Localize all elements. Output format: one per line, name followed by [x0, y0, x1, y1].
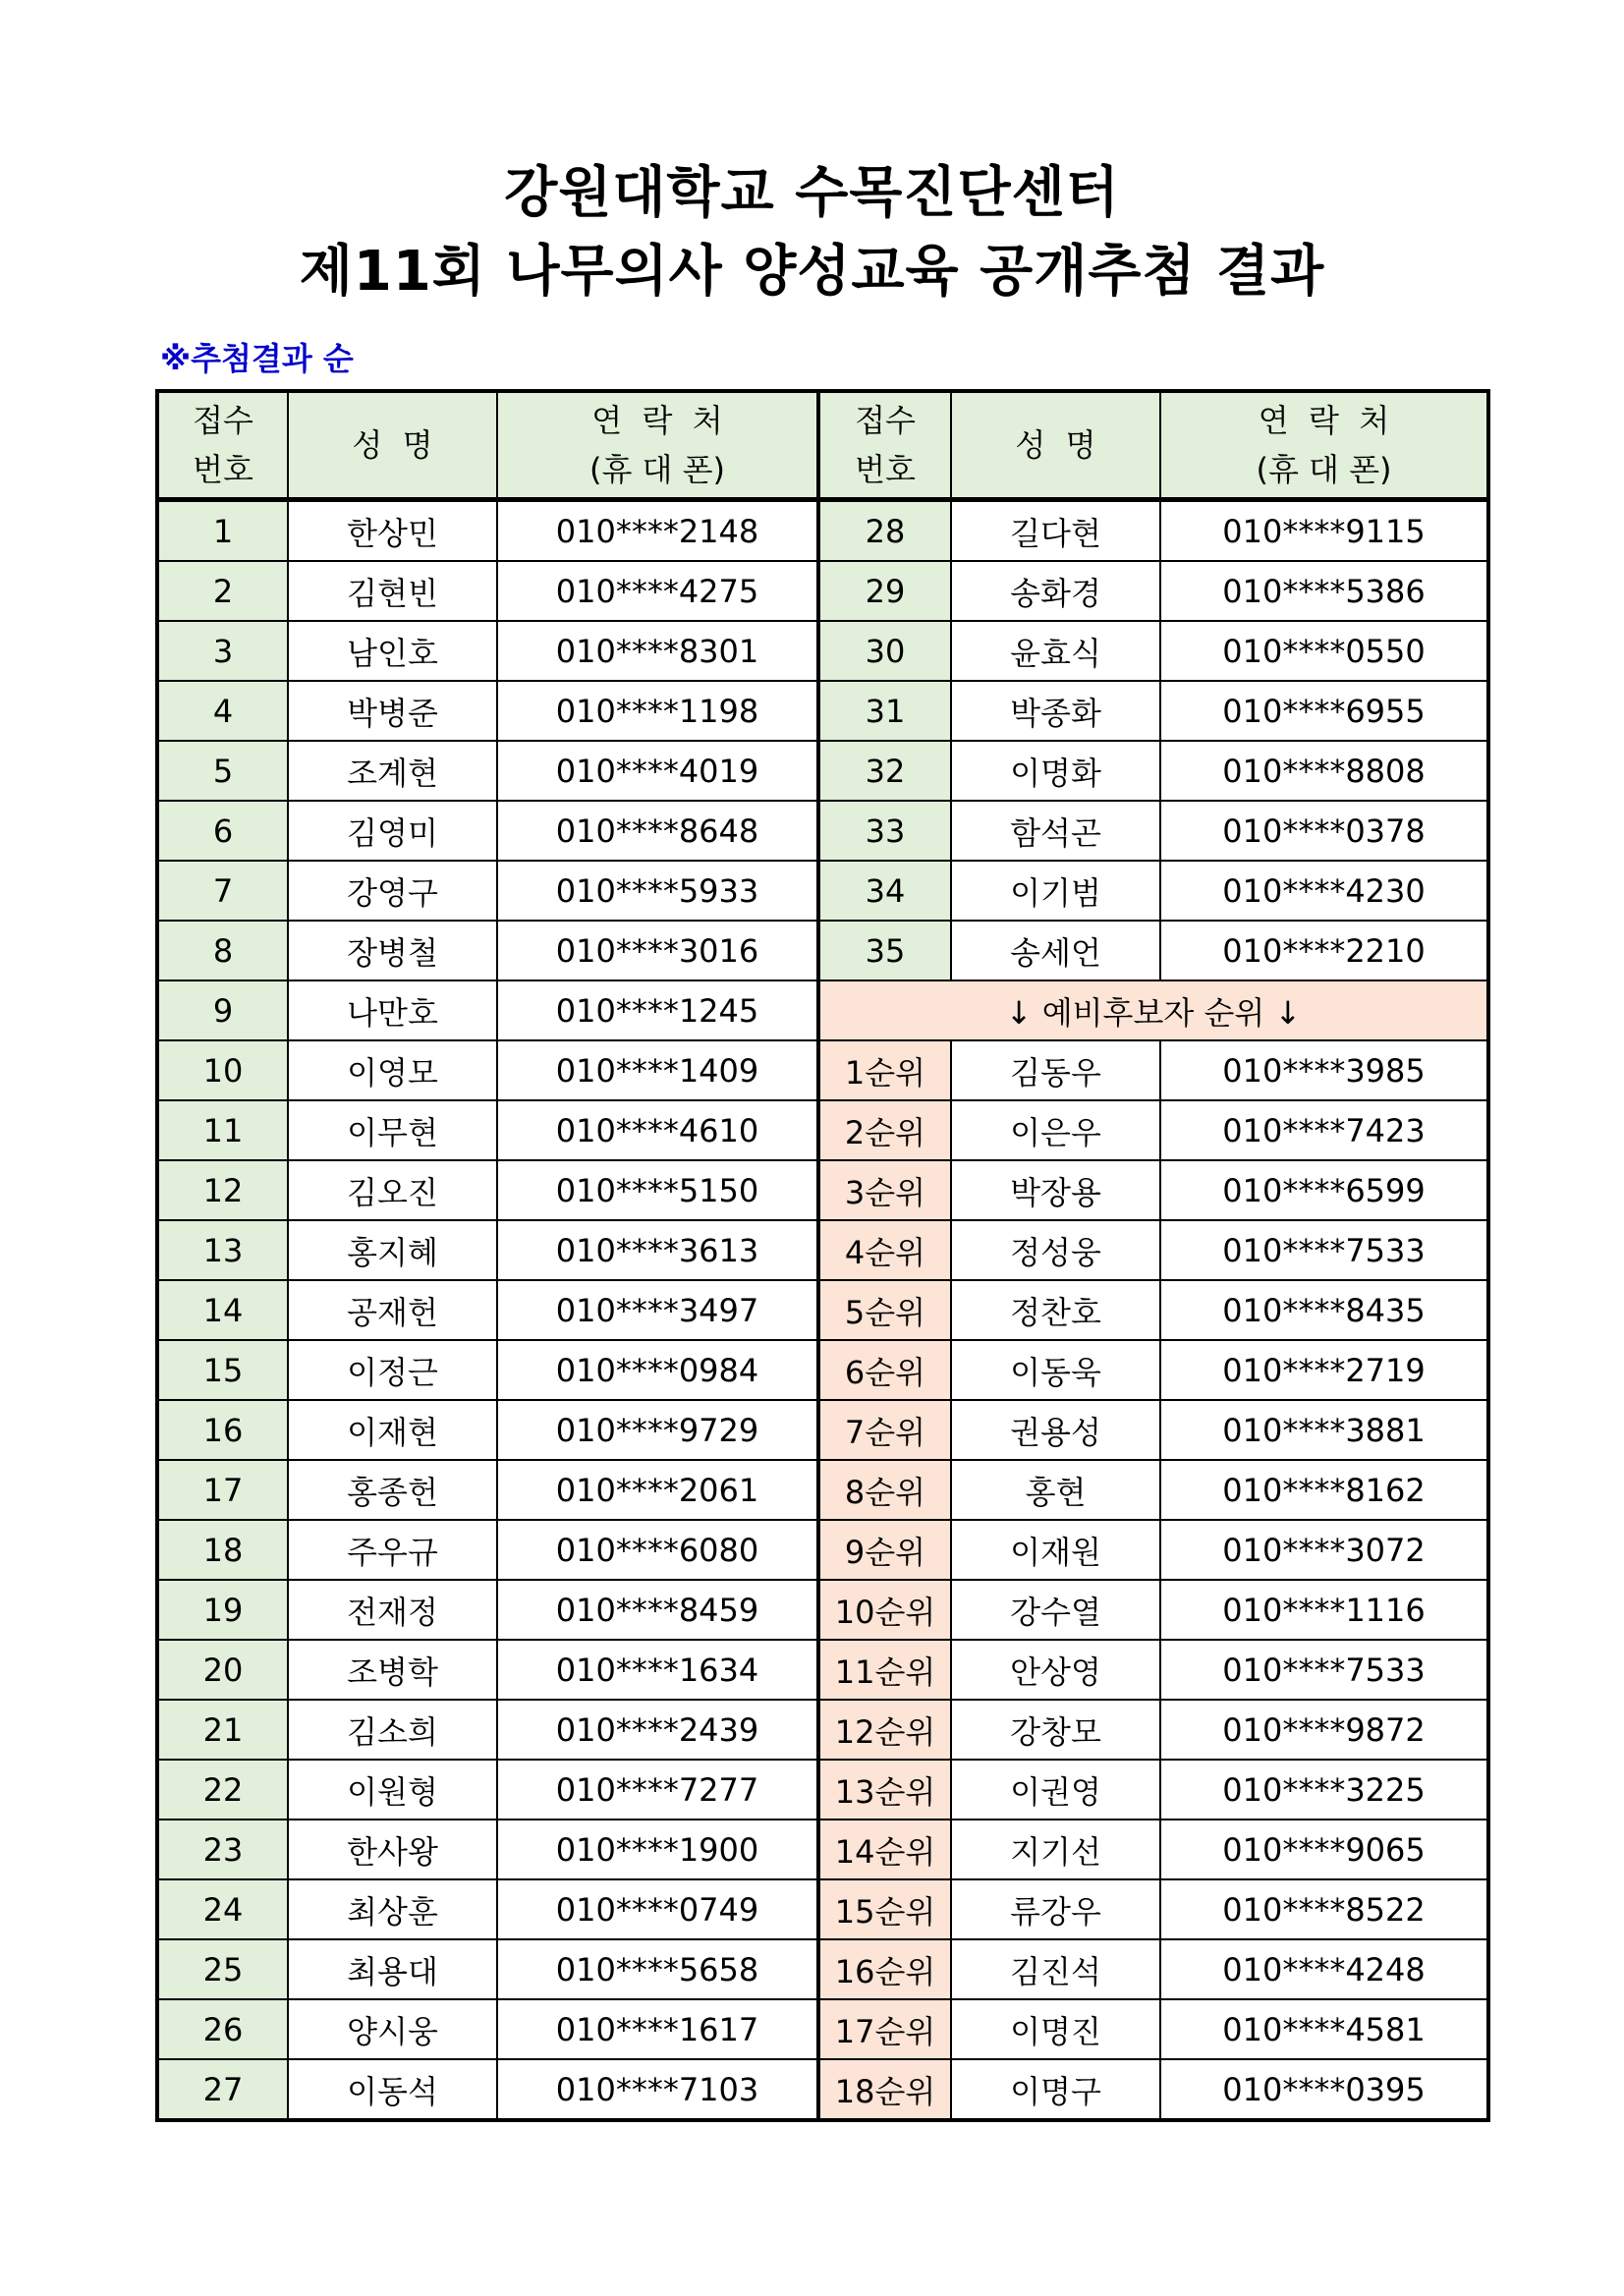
entry-phone: 010****1198 — [497, 681, 818, 741]
table-row — [157, 1879, 1488, 1939]
reserve-name: 이명진 — [951, 1999, 1160, 2059]
entry-name: 이재현 — [288, 1400, 497, 1460]
reserve-name: 이은우 — [951, 1100, 1160, 1160]
entry-name: 홍지혜 — [288, 1220, 497, 1280]
entry-phone: 010****4019 — [497, 741, 818, 801]
entry-number: 13 — [157, 1220, 288, 1280]
table-row — [157, 1220, 1488, 1280]
entry-name: 이명화 — [951, 741, 1160, 801]
sort-note: ※추첨결과 순 — [160, 340, 354, 377]
entry-phone: 010****3497 — [497, 1280, 818, 1340]
reserve-phone: 010****8435 — [1160, 1280, 1488, 1340]
entry-name: 조병학 — [288, 1640, 497, 1700]
table-row — [157, 1520, 1488, 1580]
reserve-rank: 9순위 — [818, 1520, 951, 1580]
entry-number: 31 — [818, 681, 951, 741]
entry-name: 조계현 — [288, 741, 497, 801]
reserve-rank: 1순위 — [818, 1040, 951, 1100]
header-name: 성 명 — [951, 391, 1160, 500]
reserve-phone: 010****4581 — [1160, 1999, 1488, 2059]
reserve-phone: 010****6599 — [1160, 1160, 1488, 1220]
reserve-phone: 010****4248 — [1160, 1939, 1488, 1999]
entry-phone: 010****6955 — [1160, 681, 1488, 741]
entry-number: 12 — [157, 1160, 288, 1220]
reserve-phone: 010****3881 — [1160, 1400, 1488, 1460]
entry-name: 길다현 — [951, 500, 1160, 562]
reserve-rank: 13순위 — [818, 1760, 951, 1820]
entry-name: 송화경 — [951, 561, 1160, 621]
entry-phone: 010****1900 — [497, 1820, 818, 1879]
entry-number: 35 — [818, 921, 951, 980]
reserve-rank: 6순위 — [818, 1340, 951, 1400]
table-row — [157, 1460, 1488, 1520]
entry-name: 공재헌 — [288, 1280, 497, 1340]
reserve-rank: 14순위 — [818, 1820, 951, 1879]
entry-phone: 010****2148 — [497, 500, 818, 562]
entry-name: 이영모 — [288, 1040, 497, 1100]
entry-phone: 010****0550 — [1160, 621, 1488, 681]
entry-name: 이무현 — [288, 1100, 497, 1160]
reserve-phone: 010****9065 — [1160, 1820, 1488, 1879]
entry-phone: 010****9115 — [1160, 500, 1488, 562]
entry-phone: 010****5386 — [1160, 561, 1488, 621]
reserve-phone: 010****9872 — [1160, 1700, 1488, 1760]
reserve-phone: 010****8162 — [1160, 1460, 1488, 1520]
title-line-1: 강원대학교 수목진단센터 — [504, 161, 1120, 225]
reserve-phone: 010****7423 — [1160, 1100, 1488, 1160]
entry-phone: 010****8648 — [497, 801, 818, 861]
table-row — [157, 980, 1488, 1040]
table-row — [157, 561, 1488, 621]
reserve-rank: 4순위 — [818, 1220, 951, 1280]
entry-phone: 010****5933 — [497, 861, 818, 921]
entry-name: 김오진 — [288, 1160, 497, 1220]
reserve-phone: 010****3225 — [1160, 1760, 1488, 1820]
reserve-phone: 010****8522 — [1160, 1879, 1488, 1939]
table-row — [157, 921, 1488, 980]
reserve-name: 이동욱 — [951, 1340, 1160, 1400]
reserve-name: 안상영 — [951, 1640, 1160, 1700]
entry-number: 10 — [157, 1040, 288, 1100]
entry-phone: 010****7277 — [497, 1760, 818, 1820]
header-name: 성 명 — [288, 391, 497, 500]
table-row — [157, 621, 1488, 681]
entry-name: 장병철 — [288, 921, 497, 980]
table-row — [157, 1820, 1488, 1879]
entry-phone: 010****2439 — [497, 1700, 818, 1760]
entry-name: 김소희 — [288, 1700, 497, 1760]
table-row — [157, 2059, 1488, 2120]
reserve-name: 홍현 — [951, 1460, 1160, 1520]
entry-number: 34 — [818, 861, 951, 921]
entry-phone: 010****3016 — [497, 921, 818, 980]
reserve-rank: 10순위 — [818, 1580, 951, 1640]
reserve-rank: 15순위 — [818, 1879, 951, 1939]
table-row — [157, 1939, 1488, 1999]
reserve-name: 정성웅 — [951, 1220, 1160, 1280]
entry-number: 24 — [157, 1879, 288, 1939]
reserve-name: 박장용 — [951, 1160, 1160, 1220]
entry-number: 17 — [157, 1460, 288, 1520]
entry-name: 박종화 — [951, 681, 1160, 741]
reserve-rank: 17순위 — [818, 1999, 951, 2059]
entry-name: 한상민 — [288, 500, 497, 562]
entry-number: 22 — [157, 1760, 288, 1820]
entry-name: 양시웅 — [288, 1999, 497, 2059]
table-row — [157, 1340, 1488, 1400]
entry-name: 주우규 — [288, 1520, 497, 1580]
entry-number: 16 — [157, 1400, 288, 1460]
entry-phone: 010****6080 — [497, 1520, 818, 1580]
reserve-banner: ↓ 예비후보자 순위 ↓ — [818, 980, 1488, 1040]
entry-number: 15 — [157, 1340, 288, 1400]
entry-phone: 010****2061 — [497, 1460, 818, 1520]
table-row — [157, 1100, 1488, 1160]
reserve-name: 류강우 — [951, 1879, 1160, 1939]
reserve-name: 이재원 — [951, 1520, 1160, 1580]
header-num: 접수 번호 — [818, 391, 951, 500]
reserve-rank: 8순위 — [818, 1460, 951, 1520]
table-row — [157, 500, 1488, 562]
entry-number: 33 — [818, 801, 951, 861]
entry-number: 21 — [157, 1700, 288, 1760]
entry-name: 전재정 — [288, 1580, 497, 1640]
table-row — [157, 1160, 1488, 1220]
entry-phone: 010****0984 — [497, 1340, 818, 1400]
entry-name: 송세언 — [951, 921, 1160, 980]
entry-number: 29 — [818, 561, 951, 621]
entry-number: 4 — [157, 681, 288, 741]
reserve-phone: 010****7533 — [1160, 1640, 1488, 1700]
entry-phone: 010****5150 — [497, 1160, 818, 1220]
entry-phone: 010****5658 — [497, 1939, 818, 1999]
entry-name: 이동석 — [288, 2059, 497, 2120]
table-row — [157, 801, 1488, 861]
entry-number: 6 — [157, 801, 288, 861]
entry-number: 20 — [157, 1640, 288, 1700]
entry-phone: 010****8459 — [497, 1580, 818, 1640]
header-contact: 연 락 처 (휴 대 폰) — [1160, 391, 1488, 500]
entry-number: 3 — [157, 621, 288, 681]
entry-phone: 010****1245 — [497, 980, 818, 1040]
reserve-name: 권용성 — [951, 1400, 1160, 1460]
entry-phone: 010****7103 — [497, 2059, 818, 2120]
header-num: 접수 번호 — [157, 391, 288, 500]
reserve-rank: 5순위 — [818, 1280, 951, 1340]
entry-phone: 010****2210 — [1160, 921, 1488, 980]
entry-number: 27 — [157, 2059, 288, 2120]
table-row — [157, 1040, 1488, 1100]
reserve-name: 강수열 — [951, 1580, 1160, 1640]
reserve-name: 강창모 — [951, 1700, 1160, 1760]
entry-name: 이기범 — [951, 861, 1160, 921]
reserve-rank: 11순위 — [818, 1640, 951, 1700]
reserve-name: 지기선 — [951, 1820, 1160, 1879]
reserve-rank: 12순위 — [818, 1700, 951, 1760]
reserve-name: 이권영 — [951, 1760, 1160, 1820]
table-row — [157, 681, 1488, 741]
entry-number: 11 — [157, 1100, 288, 1160]
table-row — [157, 1999, 1488, 2059]
reserve-phone: 010****7533 — [1160, 1220, 1488, 1280]
reserve-phone: 010****2719 — [1160, 1340, 1488, 1400]
reserve-phone: 010****1116 — [1160, 1580, 1488, 1640]
entry-number: 5 — [157, 741, 288, 801]
entry-number: 18 — [157, 1520, 288, 1580]
entry-phone: 010****0378 — [1160, 801, 1488, 861]
entry-number: 8 — [157, 921, 288, 980]
entry-name: 최상훈 — [288, 1879, 497, 1939]
table-row — [157, 1700, 1488, 1760]
table-row — [157, 1760, 1488, 1820]
reserve-rank: 3순위 — [818, 1160, 951, 1220]
entry-number: 1 — [157, 500, 288, 562]
entry-name: 홍종헌 — [288, 1460, 497, 1520]
entry-phone: 010****1634 — [497, 1640, 818, 1700]
entry-number: 2 — [157, 561, 288, 621]
entry-name: 남인호 — [288, 621, 497, 681]
entry-name: 한사왕 — [288, 1820, 497, 1879]
header-contact: 연 락 처 (휴 대 폰) — [497, 391, 818, 500]
entry-number: 19 — [157, 1580, 288, 1640]
entry-phone: 010****9729 — [497, 1400, 818, 1460]
reserve-phone: 010****3985 — [1160, 1040, 1488, 1100]
table-row — [157, 1280, 1488, 1340]
entry-phone: 010****4275 — [497, 561, 818, 621]
entry-number: 26 — [157, 1999, 288, 2059]
reserve-name: 정찬호 — [951, 1280, 1160, 1340]
reserve-rank: 18순위 — [818, 2059, 951, 2120]
entry-number: 30 — [818, 621, 951, 681]
reserve-name: 김동우 — [951, 1040, 1160, 1100]
table-row — [157, 1400, 1488, 1460]
table-row — [157, 1640, 1488, 1700]
entry-number: 25 — [157, 1939, 288, 1999]
entry-number: 23 — [157, 1820, 288, 1879]
table-row — [157, 861, 1488, 921]
reserve-name: 이명구 — [951, 2059, 1160, 2120]
entry-phone: 010****0749 — [497, 1879, 818, 1939]
entry-phone: 010****1617 — [497, 1999, 818, 2059]
entry-number: 7 — [157, 861, 288, 921]
entry-name: 김영미 — [288, 801, 497, 861]
reserve-rank: 7순위 — [818, 1400, 951, 1460]
entry-number: 32 — [818, 741, 951, 801]
reserve-phone: 010****0395 — [1160, 2059, 1488, 2120]
entry-number: 28 — [818, 500, 951, 562]
entry-phone: 010****1409 — [497, 1040, 818, 1100]
entry-name: 최용대 — [288, 1939, 497, 1999]
entry-name: 이정근 — [288, 1340, 497, 1400]
entry-phone: 010****4230 — [1160, 861, 1488, 921]
entry-number: 14 — [157, 1280, 288, 1340]
table-row — [157, 741, 1488, 801]
header-row — [157, 391, 1488, 500]
entry-number: 9 — [157, 980, 288, 1040]
entry-name: 김현빈 — [288, 561, 497, 621]
entry-name: 이원형 — [288, 1760, 497, 1820]
entry-name: 박병준 — [288, 681, 497, 741]
table-row — [157, 1580, 1488, 1640]
entry-name: 강영구 — [288, 861, 497, 921]
reserve-rank: 16순위 — [818, 1939, 951, 1999]
reserve-rank: 2순위 — [818, 1100, 951, 1160]
reserve-phone: 010****3072 — [1160, 1520, 1488, 1580]
entry-phone: 010****3613 — [497, 1220, 818, 1280]
entry-name: 함석곤 — [951, 801, 1160, 861]
entry-phone: 010****8808 — [1160, 741, 1488, 801]
entry-phone: 010****4610 — [497, 1100, 818, 1160]
entry-name: 윤효식 — [951, 621, 1160, 681]
reserve-name: 김진석 — [951, 1939, 1160, 1999]
title-line-2: 제11회 나무의사 양성교육 공개추첨 결과 — [299, 240, 1325, 304]
entry-name: 나만호 — [288, 980, 497, 1040]
results-table — [155, 389, 1490, 2122]
entry-phone: 010****8301 — [497, 621, 818, 681]
